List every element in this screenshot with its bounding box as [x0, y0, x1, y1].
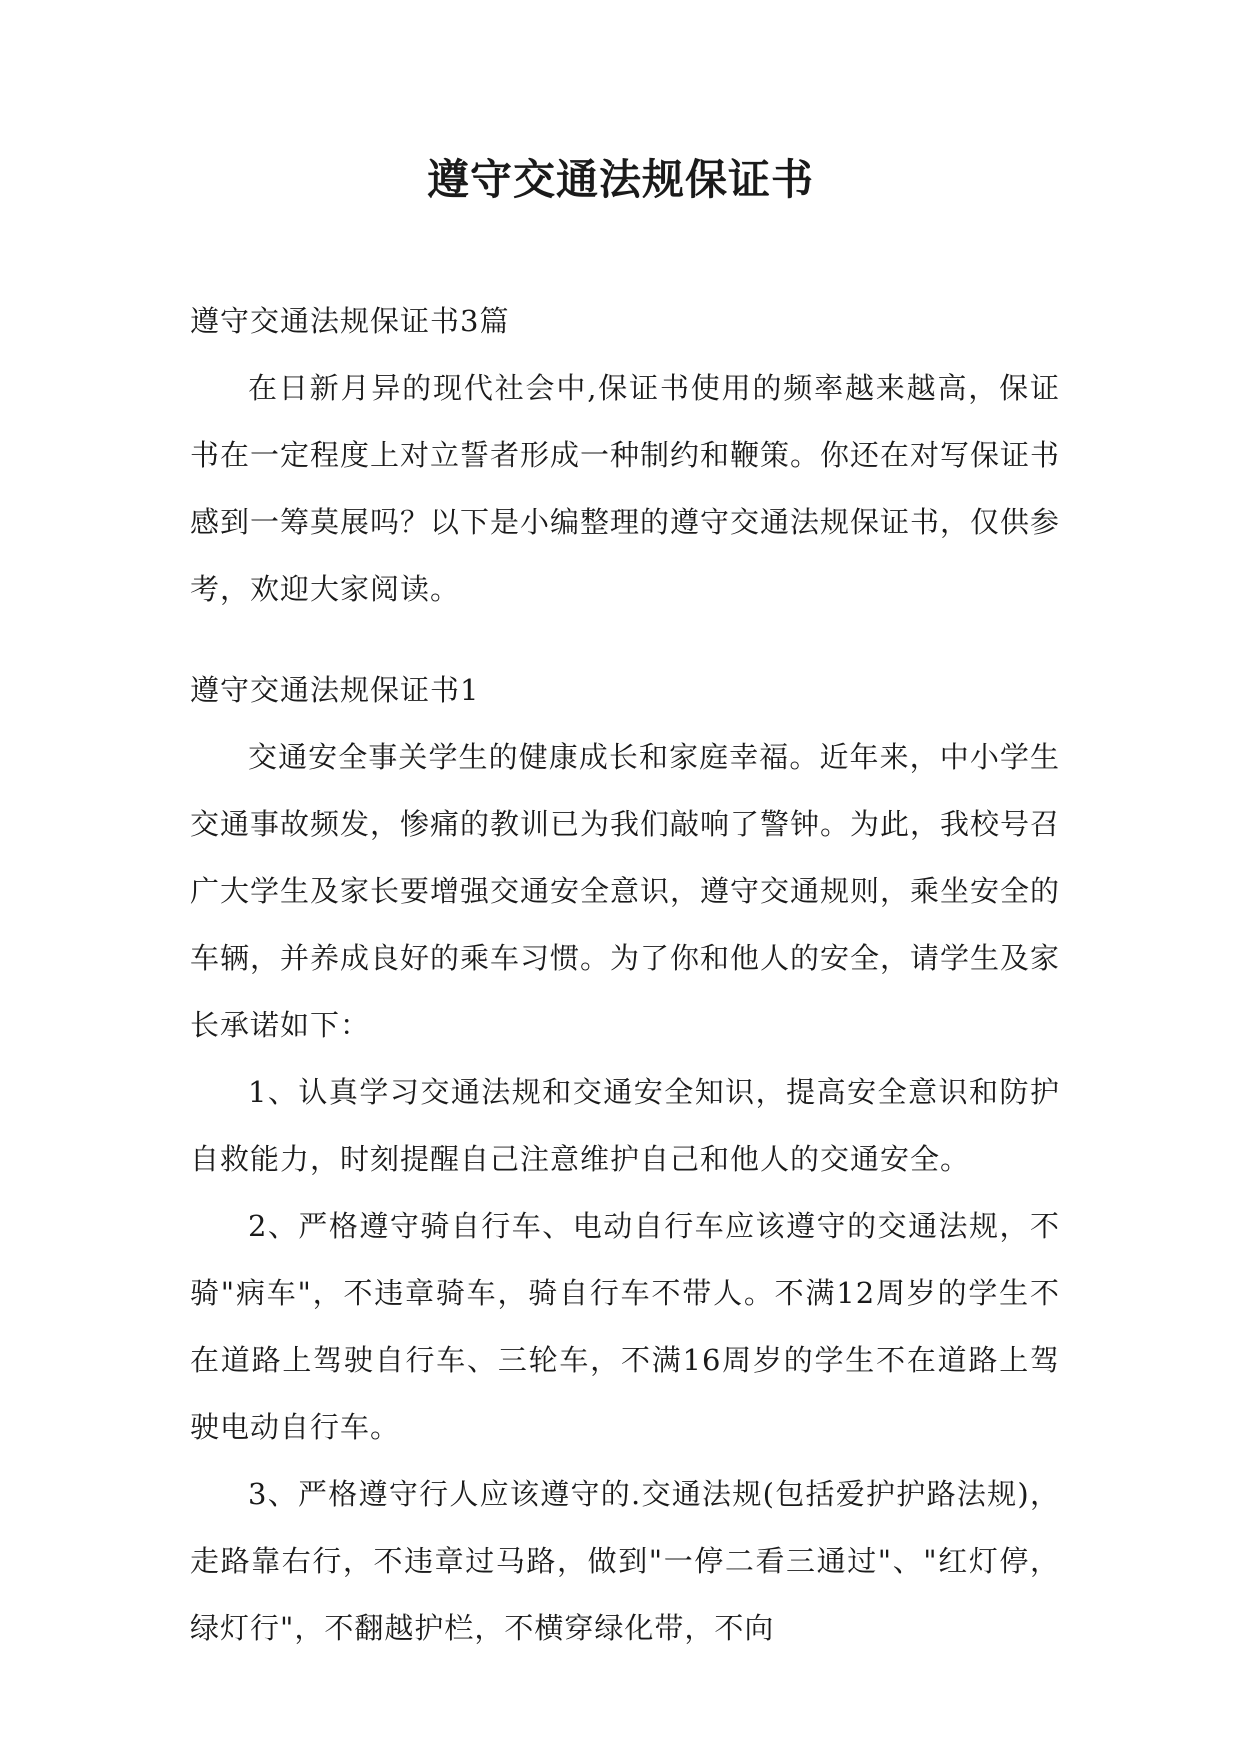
- document-subtitle: 遵守交通法规保证书3篇: [190, 304, 510, 338]
- section-spacer: [190, 623, 1060, 657]
- pledge-item-2: 2、严格遵守骑自行车、电动自行车应该遵守的交通法规，不骑"病车"，不违章骑车，骑自行车不带人。不满12周岁的学生不在道路上驾驶自行车、三轮车，不满16周岁的学生不在道路上驾驶电动自行车。: [190, 1209, 1060, 1444]
- document-body: [190, 288, 1060, 1662]
- intro-paragraph: 在日新月异的现代社会中,保证书使用的频率越来越高，保证书在一定程度上对立誓者形成一种制约和鞭策。你还在对写保证书感到一筹莫展吗？以下是小编整理的遵守交通法规保证书，仅供参考，欢迎大家阅读。: [190, 371, 1061, 606]
- section-heading: 遵守交通法规保证书1: [190, 673, 480, 707]
- pledge-item-3: 3、严格遵守行人应该遵守的.交通法规(包括爱护护路法规)，走路靠右行，不违章过马路，做到"一停二看三通过"、"红灯停，绿灯行"，不翻越护栏，不横穿绿化带，不向: [190, 1477, 1060, 1645]
- body-paragraph: 交通安全事关学生的健康成长和家庭幸福。近年来，中小学生交通事故频发，惨痛的教训已为我们敲响了警钟。为此，我校号召广大学生及家长要增强交通安全意识，遵守交通规则，乘坐安全的车辆，并养成良好的乘车习惯。为了你和他人的安全，请学生及家长承诺如下：: [190, 740, 1061, 1042]
- pledge-item-1: 1、认真学习交通法规和交通安全知识，提高安全意识和防护自救能力，时刻提醒自己注意维护自己和他人的交通安全。: [190, 1075, 1060, 1176]
- document-title: 遵守交通法规保证书: [426, 155, 814, 204]
